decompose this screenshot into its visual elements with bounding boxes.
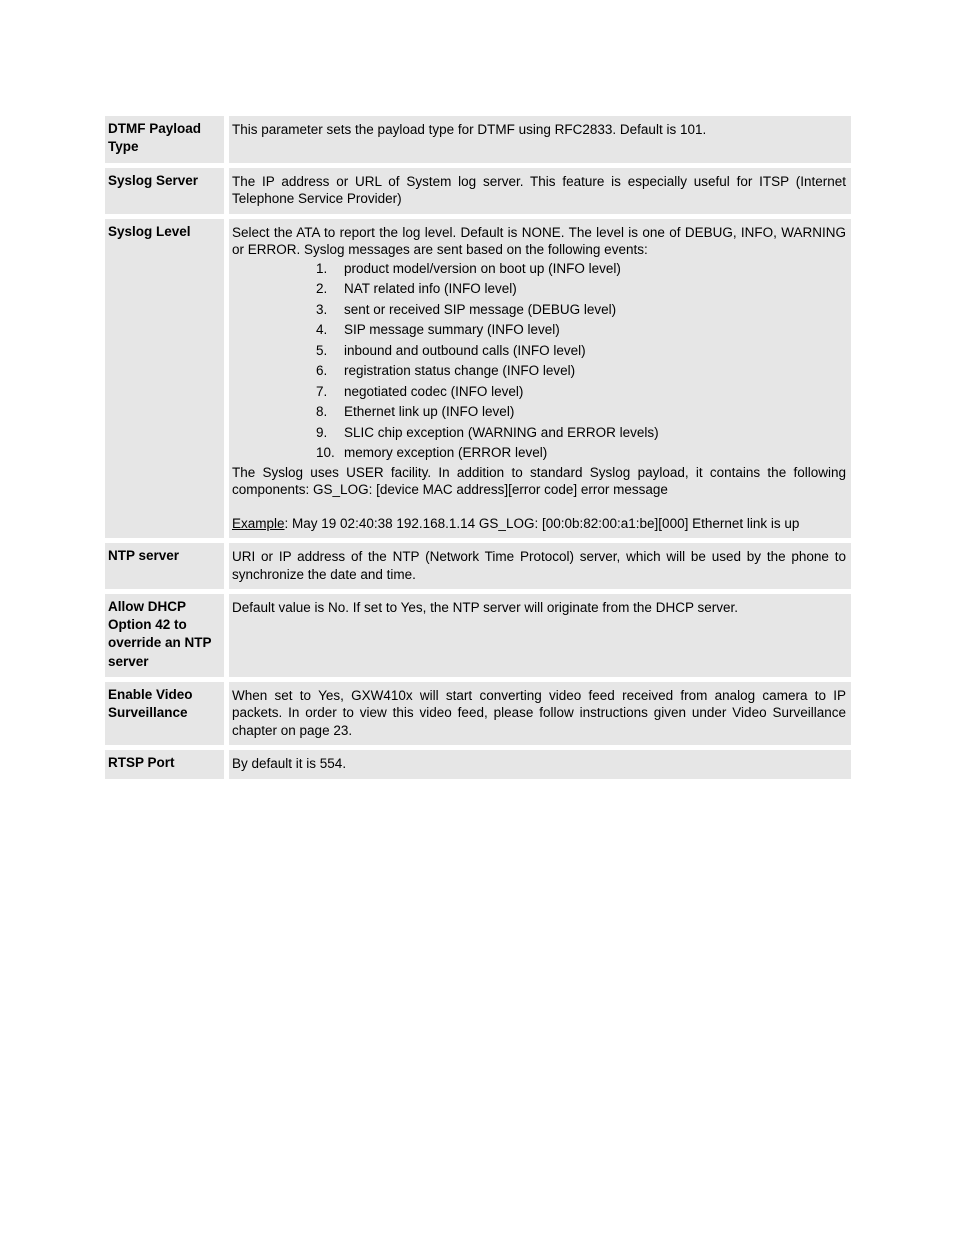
table-row-allow-dhcp-option-42 <box>105 594 851 677</box>
description-text: By default it is 554. <box>232 756 347 772</box>
syslog-facility-text: The Syslog uses USER facility. In addition to standard Syslog payload, it contains the following components: GS_LOG: [device MAC address][error code] error message <box>232 464 846 497</box>
list-text: SIP message summary (INFO level) <box>344 322 560 338</box>
list-item <box>316 259 846 280</box>
parameter-name: Allow DHCP Option 42 to override an NTP server <box>105 594 224 677</box>
list-text: Ethernet link up (INFO level) <box>344 404 515 420</box>
parameter-description <box>229 543 851 589</box>
description-text: When set to Yes, GXW410x will start converting video feed received from analog camera to IP packets. In order to view this video feed, please follow instructions given under Video Surveillance chapter on page 23. <box>232 688 846 738</box>
parameter-name: RTSP Port <box>105 750 224 779</box>
list-number: 3. <box>316 301 328 317</box>
list-number: 4. <box>316 322 328 338</box>
table-row-enable-video-surveillance <box>105 682 851 745</box>
list-number: 7. <box>316 383 328 399</box>
list-number: 6. <box>316 363 328 379</box>
syslog-event-list <box>232 259 846 464</box>
list-text: product model/version on boot up (INFO level) <box>344 260 621 276</box>
description-text: The IP address or URL of System log server. This feature is especially useful for ITSP (Internet Telephone Service Provider) <box>232 174 846 207</box>
list-item <box>316 320 846 341</box>
list-text: inbound and outbound calls (INFO level) <box>344 342 586 358</box>
example-label: Example <box>232 516 285 532</box>
table-row-dtmf-payload-type <box>105 116 851 163</box>
parameter-description <box>229 116 851 163</box>
table-row-rtsp-port <box>105 750 851 779</box>
parameter-description <box>229 682 851 745</box>
description-text: URI or IP address of the NTP (Network Time Protocol) server, which will be used by the phone to synchronize the date and time. <box>232 549 846 582</box>
list-text: sent or received SIP message (DEBUG level) <box>344 301 617 317</box>
list-item <box>316 402 846 423</box>
list-text: negotiated codec (INFO level) <box>344 383 524 399</box>
parameter-name: NTP server <box>105 543 224 589</box>
table-row-syslog-server <box>105 168 851 214</box>
list-text: memory exception (ERROR level) <box>344 445 548 461</box>
list-number: 10. <box>316 445 335 461</box>
list-number: 2. <box>316 281 328 297</box>
parameter-table <box>105 116 851 784</box>
list-item <box>316 341 846 362</box>
parameter-name: Syslog Level <box>105 219 224 538</box>
list-number: 9. <box>316 424 328 440</box>
syslog-example <box>232 515 846 532</box>
list-item <box>316 279 846 300</box>
list-item <box>316 361 846 382</box>
example-text: : May 19 02:40:38 192.168.1.14 GS_LOG: [00:0b:82:00:a1:be][000] Ethernet link is up <box>284 516 800 532</box>
parameter-description <box>229 594 851 677</box>
parameter-description <box>229 750 851 779</box>
list-item <box>316 423 846 444</box>
list-number: 8. <box>316 404 328 420</box>
table-row-ntp-server <box>105 543 851 589</box>
parameter-name: DTMF Payload Type <box>105 116 224 163</box>
description-text: This parameter sets the payload type for DTMF using RFC2833. Default is 101. <box>232 122 707 137</box>
parameter-description <box>229 168 851 214</box>
list-number: 5. <box>316 342 328 358</box>
list-text: SLIC chip exception (WARNING and ERROR levels) <box>344 424 659 440</box>
parameter-name: Enable Video Surveillance <box>105 682 224 745</box>
list-number: 1. <box>316 260 328 276</box>
parameter-description <box>229 219 851 538</box>
list-item <box>316 443 846 464</box>
parameter-name: Syslog Server <box>105 168 224 214</box>
list-text: registration status change (INFO level) <box>344 363 576 379</box>
table-row-syslog-level <box>105 219 851 538</box>
list-item <box>316 300 846 321</box>
list-item <box>316 382 846 403</box>
list-text: NAT related info (INFO level) <box>344 281 517 297</box>
description-text: Default value is No. If set to Yes, the NTP server will originate from the DHCP server. <box>232 600 738 616</box>
syslog-level-intro: Select the ATA to report the log level. Default is NONE. The level is one of DEBUG, INFO, WARNING or ERROR. Syslog messages are sent based on the following events: <box>232 225 846 258</box>
